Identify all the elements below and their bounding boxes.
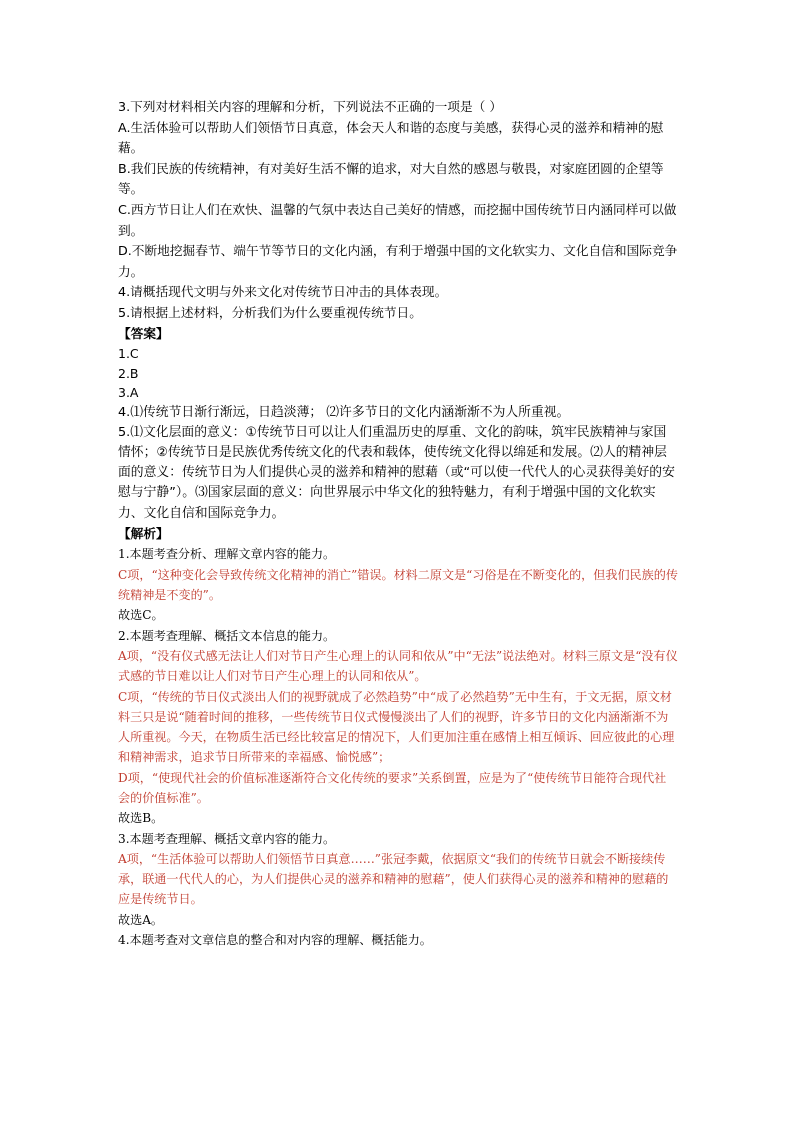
answer-2: 2.B: [118, 365, 139, 381]
question-5: 5.请根据上述材料，分析我们为什么要重视传统节日。: [118, 304, 422, 320]
question-3-option-b: B.我们民族的传统精神，有对美好生活不懈的追求，对大自然的感恩与敬畏，对家庭团圆的企望等等。: [118, 160, 664, 197]
question-3-option-d: D.不断地挖掘春节、端午节等节日的文化内涵，有利于增强中国的文化软实力、文化自信和国际竞争力。: [118, 243, 678, 279]
answer-3: 3.A: [118, 385, 139, 401]
analysis-2-intro: 2.本题考查理解、概括文本信息的能力。: [118, 628, 336, 643]
answer-1: 1.C: [118, 346, 139, 362]
analysis-header: 【解析】: [118, 525, 169, 541]
answer-5: 5.⑴文化层面的意义：①传统节日可以让人们重温历史的厚重、文化的韵味，筑牢民族精神与家国情怀；②传统节日是民族优秀传统文化的代表和载体，使传统文化得以绵延和发展。⑵人的精神层面的意义：传统节日为人们提供心灵的滋养和精神的慰藉（或“可以使一代代人的心灵获得美好的安慰与宁静”）。⑶国家层面的意义：向世界展示中华文化的独特魅力，有利于增强中国的文化软实力、文化自信和国际竞争力。: [118, 424, 675, 521]
question-3-stem: 3.下列对材料相关内容的理解和分析，下列说法不正确的一项是（ ）: [118, 99, 503, 114]
analysis-2-option-a: A项，“没有仪式感无法让人们对节日产生心理上的认同和依从”中“无法”说法绝对。材料三原文是“没有仪式感的节日难以让人们对节日产生心理上的认同和依从”。: [118, 648, 678, 684]
analysis-2-option-d: D项，“使现代社会的价值标准逐渐符合文化传统的要求”关系倒置，应是为了“使传统节日能符合现代社会的价值标准”。: [118, 770, 667, 805]
analysis-4-intro: 4.本题考查对文章信息的整合和对内容的理解、概括能力。: [118, 933, 432, 948]
analysis-1-intro: 1.本题考查分析、理解文章内容的能力。: [118, 547, 336, 562]
analysis-1-choice: 故选C。: [118, 608, 164, 623]
analysis-2-choice: 故选B。: [118, 811, 164, 826]
question-3-option-a: A.生活体验可以帮助人们领悟节日真意，体会天人和谐的态度与美感，获得心灵的滋养和精神的慰藉。: [118, 119, 664, 156]
question-3-option-c: C.西方节日让人们在欢快、温馨的气氛中表达自己美好的情感，而挖掘中国传统节日内涵同样可以做到。: [118, 201, 677, 238]
document-page: [118, 97, 678, 950]
analysis-3-choice: 故选A。: [118, 912, 164, 927]
question-4: 4.请概括现代文明与外来文化对传统节日冲击的具体表现。: [118, 284, 448, 300]
analysis-1-option-c: C项，“这种变化会导致传统文化精神的消亡”错误。材料二原文是“习俗是在不断变化的，但我们民族的传统精神是不变的”。: [118, 567, 678, 603]
analysis-3-option-a: A项，“生活体验可以帮助人们领悟节日真意……”张冠李戴，依据原文“我们的传统节日就会不断接续传承，联通一代代人的心，为人们提供心灵的滋养和精神的慰藉”，使人们获得心灵的滋养和精神的慰藉的应是传统节日。: [118, 851, 669, 907]
analysis-3-intro: 3.本题考查理解、概括文章内容的能力。: [118, 831, 336, 846]
answer-header: 【答案】: [118, 325, 169, 341]
answer-4: 4.⑴传统节日渐行渐远，日趋淡薄； ⑵许多节日的文化内涵渐渐不为人所重视。: [118, 404, 570, 420]
analysis-2-option-c: C项，“传统的节日仪式淡出人们的视野就成了必然趋势”中“成了必然趋势”无中生有，于文无据，原文材料三只是说“随着时间的推移，一些传统节日仪式慢慢淡出了人们的视野，许多节日的文化内涵渐渐不为人所重视。今天，在物质生活已经比较富足的情况下，人们更加注重在感情上相互倾诉、回应彼此的心理和精神需求，追求节日所带来的幸福感、愉悦感”；: [118, 689, 675, 765]
